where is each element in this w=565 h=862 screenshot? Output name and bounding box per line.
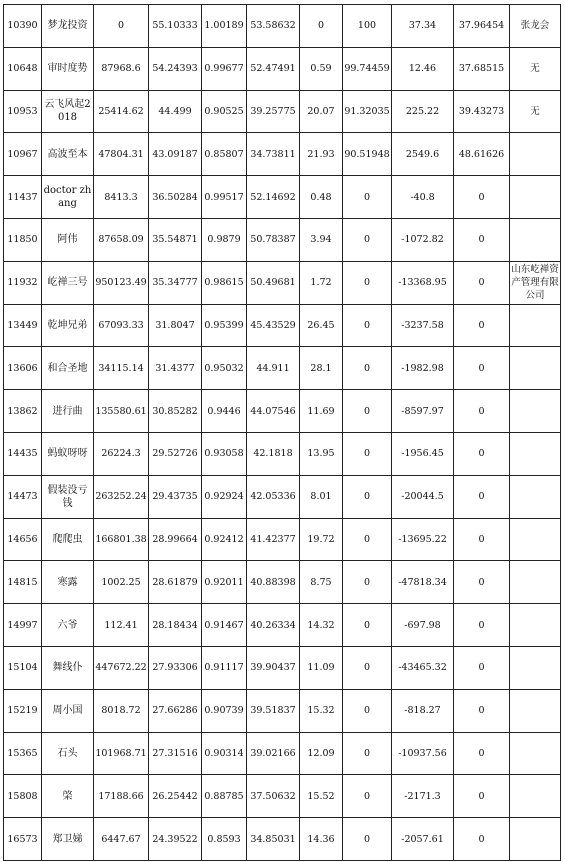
table-row	[4, 646, 561, 689]
rate-cell: 0	[343, 732, 392, 775]
percent-cell: 3.94	[300, 218, 343, 261]
value-cell: 0	[94, 5, 149, 48]
id-cell: 15219	[4, 689, 42, 732]
index-cell: 37.96454	[454, 5, 510, 48]
rate-cell: 0	[343, 604, 392, 647]
rate-cell: 0	[343, 518, 392, 561]
table-row	[4, 176, 561, 219]
rate-cell: 0	[343, 218, 392, 261]
pnl-cell: 37.34	[392, 5, 454, 48]
value-cell: 112.41	[94, 604, 149, 647]
pnl-cell: -8597.97	[392, 390, 454, 433]
ratio-cell: 0.92011	[202, 561, 247, 604]
score-cell: 35.54871	[149, 218, 202, 261]
index-cell: 0	[454, 218, 510, 261]
index-cell: 0	[454, 475, 510, 518]
ratio-cell: 0.90739	[202, 689, 247, 732]
note-cell: 无	[510, 47, 561, 90]
score-cell: 28.18434	[149, 604, 202, 647]
name-cell: 六爷	[42, 604, 94, 647]
rate-cell: 0	[343, 347, 392, 390]
value-cell: 447672.22	[94, 646, 149, 689]
table-row	[4, 432, 561, 475]
score-cell: 54.24393	[149, 47, 202, 90]
metric-cell: 44.911	[247, 347, 300, 390]
pnl-cell: -1956.45	[392, 432, 454, 475]
metric-cell: 34.73811	[247, 133, 300, 176]
score-cell: 26.25442	[149, 775, 202, 818]
table-row	[4, 90, 561, 133]
name-cell: 阿伟	[42, 218, 94, 261]
note-cell	[510, 432, 561, 475]
pnl-cell: -43465.32	[392, 646, 454, 689]
metric-cell: 45.43529	[247, 304, 300, 347]
name-cell: 舞线仆	[42, 646, 94, 689]
value-cell: 47804.31	[94, 133, 149, 176]
score-cell: 28.99664	[149, 518, 202, 561]
id-cell: 15104	[4, 646, 42, 689]
index-cell: 0	[454, 518, 510, 561]
value-cell: 87968.6	[94, 47, 149, 90]
id-cell: 10648	[4, 47, 42, 90]
id-cell: 11932	[4, 261, 42, 304]
id-cell: 14656	[4, 518, 42, 561]
name-cell: 周小国	[42, 689, 94, 732]
pnl-cell: -10937.56	[392, 732, 454, 775]
name-cell: 审时度势	[42, 47, 94, 90]
ratio-cell: 0.92412	[202, 518, 247, 561]
name-cell: 高波至本	[42, 133, 94, 176]
pnl-cell: 2549.6	[392, 133, 454, 176]
pnl-cell: -697.98	[392, 604, 454, 647]
metric-cell: 39.51837	[247, 689, 300, 732]
index-cell: 0	[454, 347, 510, 390]
score-cell: 27.93306	[149, 646, 202, 689]
value-cell: 26224.3	[94, 432, 149, 475]
value-cell: 950123.49	[94, 261, 149, 304]
percent-cell: 15.52	[300, 775, 343, 818]
percent-cell: 0	[300, 5, 343, 48]
note-cell	[510, 133, 561, 176]
id-cell: 13606	[4, 347, 42, 390]
table-row	[4, 218, 561, 261]
metric-cell: 37.50632	[247, 775, 300, 818]
score-cell: 35.34777	[149, 261, 202, 304]
id-cell: 14473	[4, 475, 42, 518]
ratio-cell: 0.91117	[202, 646, 247, 689]
pnl-cell: -13368.95	[392, 261, 454, 304]
table-row	[4, 604, 561, 647]
index-cell: 48.61626	[454, 133, 510, 176]
table-row	[4, 347, 561, 390]
table-row	[4, 133, 561, 176]
note-cell	[510, 347, 561, 390]
percent-cell: 0.59	[300, 47, 343, 90]
metric-cell: 50.78387	[247, 218, 300, 261]
score-cell: 43.09187	[149, 133, 202, 176]
id-cell: 10390	[4, 5, 42, 48]
index-cell: 0	[454, 176, 510, 219]
ratio-cell: 1.00189	[202, 5, 247, 48]
table-row	[4, 732, 561, 775]
id-cell: 14435	[4, 432, 42, 475]
percent-cell: 21.93	[300, 133, 343, 176]
index-cell: 0	[454, 561, 510, 604]
name-cell: 假装没亏钱	[42, 475, 94, 518]
table-row	[4, 475, 561, 518]
table-row	[4, 390, 561, 433]
id-cell: 10967	[4, 133, 42, 176]
score-cell: 24.39522	[149, 818, 202, 861]
ratio-cell: 0.99677	[202, 47, 247, 90]
value-cell: 1002.25	[94, 561, 149, 604]
metric-cell: 39.25775	[247, 90, 300, 133]
name-cell: 石头	[42, 732, 94, 775]
table-row	[4, 818, 561, 861]
name-cell: 棨	[42, 775, 94, 818]
table-row	[4, 304, 561, 347]
rate-cell: 0	[343, 561, 392, 604]
score-cell: 31.8047	[149, 304, 202, 347]
note-cell	[510, 176, 561, 219]
name-cell: 蚂蚁呀呀	[42, 432, 94, 475]
rate-cell: 91.32035	[343, 90, 392, 133]
note-cell	[510, 818, 561, 861]
metric-cell: 40.26334	[247, 604, 300, 647]
note-cell	[510, 689, 561, 732]
metric-cell: 39.90437	[247, 646, 300, 689]
rate-cell: 0	[343, 304, 392, 347]
value-cell: 166801.38	[94, 518, 149, 561]
data-table	[3, 4, 561, 861]
metric-cell: 42.05336	[247, 475, 300, 518]
note-cell	[510, 604, 561, 647]
score-cell: 29.52726	[149, 432, 202, 475]
name-cell: 郑卫娣	[42, 818, 94, 861]
ratio-cell: 0.93058	[202, 432, 247, 475]
ratio-cell: 0.88785	[202, 775, 247, 818]
percent-cell: 19.72	[300, 518, 343, 561]
pnl-cell: -1982.98	[392, 347, 454, 390]
index-cell: 0	[454, 390, 510, 433]
pnl-cell: -818.27	[392, 689, 454, 732]
percent-cell: 14.32	[300, 604, 343, 647]
index-cell: 0	[454, 261, 510, 304]
index-cell: 0	[454, 689, 510, 732]
table-row	[4, 261, 561, 304]
value-cell: 34115.14	[94, 347, 149, 390]
rate-cell: 100	[343, 5, 392, 48]
ratio-cell: 0.85807	[202, 133, 247, 176]
percent-cell: 12.09	[300, 732, 343, 775]
percent-cell: 13.95	[300, 432, 343, 475]
note-cell: 张龙会	[510, 5, 561, 48]
score-cell: 29.43735	[149, 475, 202, 518]
note-cell	[510, 732, 561, 775]
pnl-cell: -40.8	[392, 176, 454, 219]
note-cell	[510, 475, 561, 518]
table-row	[4, 689, 561, 732]
index-cell: 0	[454, 604, 510, 647]
value-cell: 25414.62	[94, 90, 149, 133]
note-cell	[510, 218, 561, 261]
pnl-cell: 12.46	[392, 47, 454, 90]
index-cell: 0	[454, 775, 510, 818]
rate-cell: 0	[343, 775, 392, 818]
pnl-cell: 225.22	[392, 90, 454, 133]
note-cell	[510, 518, 561, 561]
note-cell	[510, 390, 561, 433]
ratio-cell: 0.90314	[202, 732, 247, 775]
value-cell: 17188.66	[94, 775, 149, 818]
percent-cell: 1.72	[300, 261, 343, 304]
ratio-cell: 0.8593	[202, 818, 247, 861]
note-cell	[510, 561, 561, 604]
ratio-cell: 0.91467	[202, 604, 247, 647]
percent-cell: 20.07	[300, 90, 343, 133]
percent-cell: 11.09	[300, 646, 343, 689]
index-cell: 39.43273	[454, 90, 510, 133]
rate-cell: 0	[343, 261, 392, 304]
id-cell: 15808	[4, 775, 42, 818]
table-row	[4, 5, 561, 48]
metric-cell: 39.02166	[247, 732, 300, 775]
ratio-cell: 0.95032	[202, 347, 247, 390]
rate-cell: 0	[343, 689, 392, 732]
percent-cell: 15.32	[300, 689, 343, 732]
value-cell: 87658.09	[94, 218, 149, 261]
index-cell: 0	[454, 646, 510, 689]
rate-cell: 0	[343, 475, 392, 518]
index-cell: 37.68515	[454, 47, 510, 90]
metric-cell: 40.88398	[247, 561, 300, 604]
rate-cell: 99.74459	[343, 47, 392, 90]
score-cell: 31.4377	[149, 347, 202, 390]
value-cell: 101968.71	[94, 732, 149, 775]
metric-cell: 44.07546	[247, 390, 300, 433]
id-cell: 14997	[4, 604, 42, 647]
score-cell: 27.66286	[149, 689, 202, 732]
pnl-cell: -47818.34	[392, 561, 454, 604]
id-cell: 13862	[4, 390, 42, 433]
pnl-cell: -3237.58	[392, 304, 454, 347]
pnl-cell: -1072.82	[392, 218, 454, 261]
value-cell: 135580.61	[94, 390, 149, 433]
index-cell: 0	[454, 432, 510, 475]
table-row	[4, 775, 561, 818]
value-cell: 67093.33	[94, 304, 149, 347]
value-cell: 263252.24	[94, 475, 149, 518]
metric-cell: 42.1818	[247, 432, 300, 475]
index-cell: 0	[454, 732, 510, 775]
table-row	[4, 518, 561, 561]
name-cell: 云飞风起2018	[42, 90, 94, 133]
metric-cell: 52.47491	[247, 47, 300, 90]
pnl-cell: -13695.22	[392, 518, 454, 561]
id-cell: 11850	[4, 218, 42, 261]
score-cell: 27.31516	[149, 732, 202, 775]
percent-cell: 0.48	[300, 176, 343, 219]
index-cell: 0	[454, 304, 510, 347]
name-cell: 寒露	[42, 561, 94, 604]
ratio-cell: 0.92924	[202, 475, 247, 518]
percent-cell: 28.1	[300, 347, 343, 390]
percent-cell: 26.45	[300, 304, 343, 347]
percent-cell: 11.69	[300, 390, 343, 433]
name-cell: 梦龙投资	[42, 5, 94, 48]
rate-cell: 0	[343, 390, 392, 433]
score-cell: 30.85282	[149, 390, 202, 433]
ratio-cell: 0.9879	[202, 218, 247, 261]
value-cell: 8018.72	[94, 689, 149, 732]
score-cell: 28.61879	[149, 561, 202, 604]
value-cell: 6447.67	[94, 818, 149, 861]
score-cell: 44.499	[149, 90, 202, 133]
percent-cell: 8.75	[300, 561, 343, 604]
score-cell: 55.10333	[149, 5, 202, 48]
ratio-cell: 0.98615	[202, 261, 247, 304]
metric-cell: 53.58632	[247, 5, 300, 48]
id-cell: 14815	[4, 561, 42, 604]
rate-cell: 0	[343, 646, 392, 689]
ratio-cell: 0.99517	[202, 176, 247, 219]
note-cell: 无	[510, 90, 561, 133]
note-cell	[510, 775, 561, 818]
ratio-cell: 0.9446	[202, 390, 247, 433]
id-cell: 16573	[4, 818, 42, 861]
score-cell: 36.50284	[149, 176, 202, 219]
id-cell: 11437	[4, 176, 42, 219]
table-row	[4, 561, 561, 604]
pnl-cell: -20044.5	[392, 475, 454, 518]
name-cell: 乾坤兄弟	[42, 304, 94, 347]
name-cell: doctor zhang	[42, 176, 94, 219]
rate-cell: 0	[343, 176, 392, 219]
ratio-cell: 0.95399	[202, 304, 247, 347]
ratio-cell: 0.90525	[202, 90, 247, 133]
metric-cell: 50.49681	[247, 261, 300, 304]
pnl-cell: -2057.61	[392, 818, 454, 861]
percent-cell: 8.01	[300, 475, 343, 518]
table-row	[4, 47, 561, 90]
rate-cell: 0	[343, 432, 392, 475]
percent-cell: 14.36	[300, 818, 343, 861]
name-cell: 爬爬虫	[42, 518, 94, 561]
name-cell: 屹禅三号	[42, 261, 94, 304]
name-cell: 和合圣地	[42, 347, 94, 390]
id-cell: 10953	[4, 90, 42, 133]
pnl-cell: -2171.3	[392, 775, 454, 818]
metric-cell: 41.42377	[247, 518, 300, 561]
id-cell: 15365	[4, 732, 42, 775]
metric-cell: 34.85031	[247, 818, 300, 861]
note-cell	[510, 646, 561, 689]
name-cell: 进行曲	[42, 390, 94, 433]
id-cell: 13449	[4, 304, 42, 347]
note-cell	[510, 304, 561, 347]
note-cell: 山东屹禅资产管理有限公司	[510, 261, 561, 304]
value-cell: 8413.3	[94, 176, 149, 219]
rate-cell: 0	[343, 818, 392, 861]
metric-cell: 52.14692	[247, 176, 300, 219]
rate-cell: 90.51948	[343, 133, 392, 176]
index-cell: 0	[454, 818, 510, 861]
